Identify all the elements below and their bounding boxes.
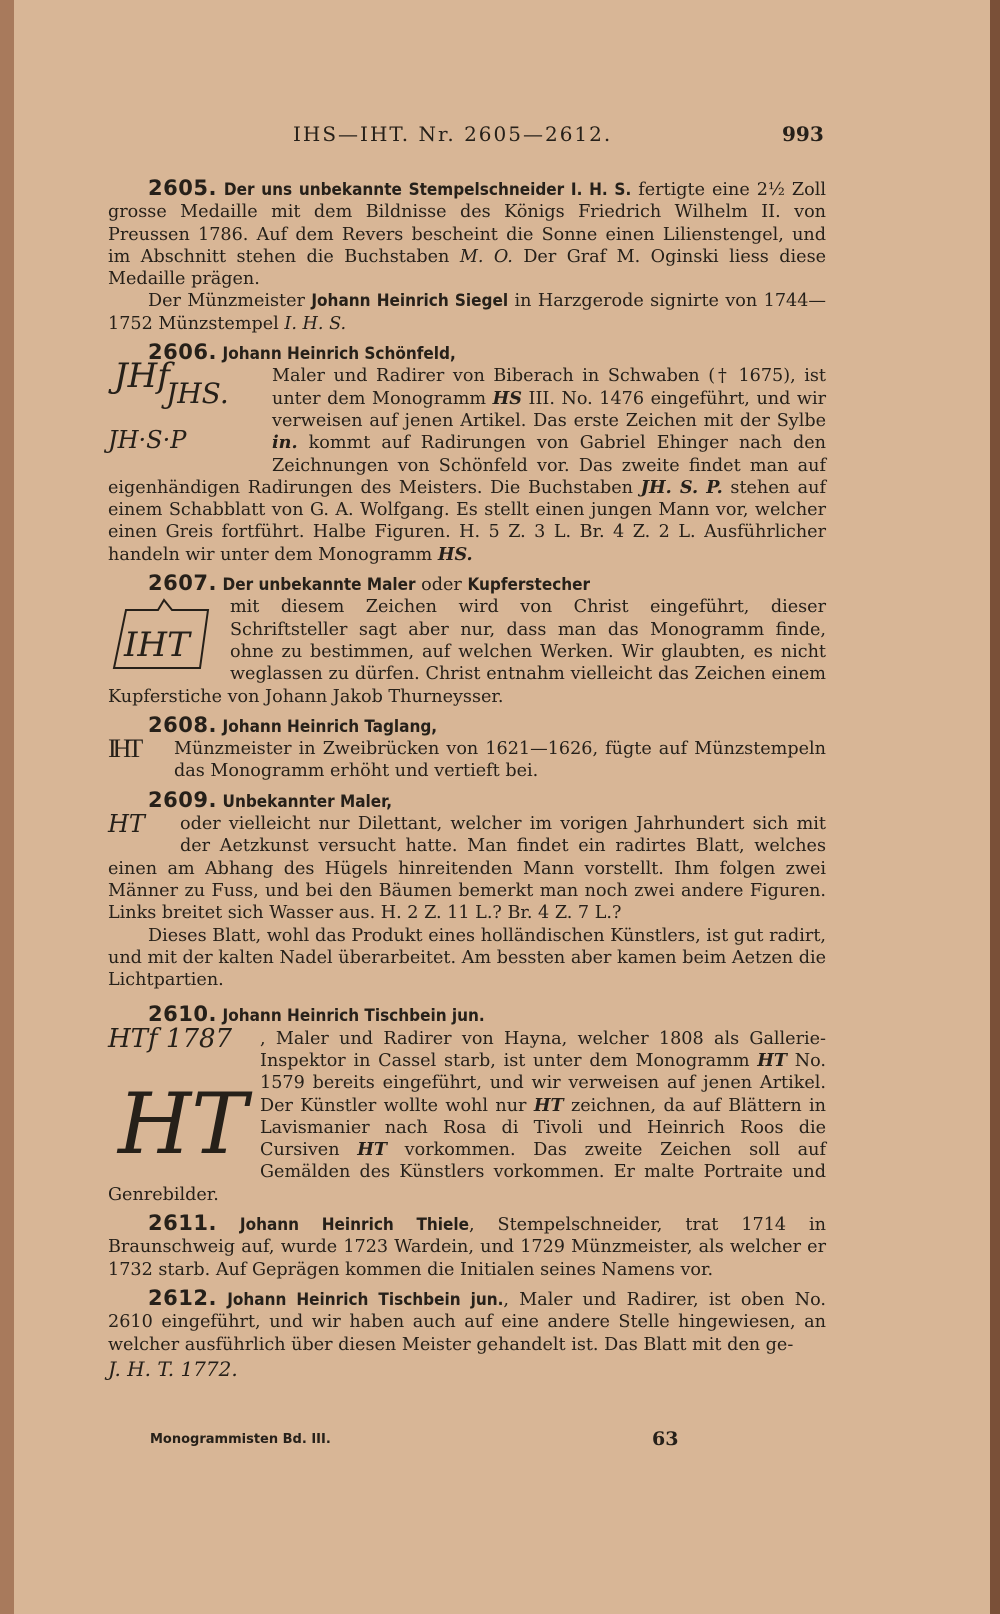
running-header	[0, 122, 1000, 152]
footer-title: Monogrammisten Bd. III.	[150, 1432, 331, 1447]
entry-2609	[108, 789, 826, 992]
entry-name: Kupferstecher	[467, 575, 591, 596]
entry-text: in Harzgerode signirte von 1744—1752 Münzstempel	[108, 291, 826, 334]
entry-italic: I. H. S.	[284, 313, 347, 334]
entry-name: Der unbekannte Maler	[222, 575, 416, 596]
header-title: IHS—IHT. Nr. 2605—2612.	[293, 122, 613, 146]
signature-mark: 63	[652, 1428, 679, 1450]
entry-name: Johann Heinrich Tischbein jun.	[227, 1289, 504, 1310]
entry-name: Johann Heinrich Tischbein jun.	[222, 1006, 485, 1027]
entry-name: Johann Heinrich Schönfeld,	[222, 344, 456, 365]
monogram-glyph: JHS.	[166, 377, 229, 411]
entry-italic: JH. S. P.	[640, 476, 723, 498]
monogram-iht-shield	[108, 596, 216, 680]
page-footer	[150, 1428, 750, 1454]
entry-number: 2606.	[148, 340, 217, 365]
entry-2606	[108, 341, 826, 566]
entry-2612	[108, 1287, 826, 1382]
entry-number: 2605.	[148, 176, 217, 200]
entry-text: Münzmeister in Zweibrücken von 1621—1626, fügte auf Münzstempeln das Monogramm erhöht und vertieft bei.	[174, 739, 826, 782]
entry-number: 2610.	[148, 1002, 217, 1027]
entry-name: Johann Heinrich Siegel	[311, 291, 509, 312]
monogram-block	[108, 810, 166, 857]
entry-text: oder	[415, 575, 468, 596]
entry-name: Der uns unbekannte Stempelschneider I. H. S.	[223, 180, 632, 200]
monogram-glyph: HT	[108, 810, 145, 839]
entry-text: vorkommen. Das zweite Zeichen soll auf Gemälden des Künstlers vorkommen. Er malte Portraite und Genrebilder.	[108, 1140, 826, 1205]
monogram-block	[108, 1023, 248, 1180]
entry-text: Dieses Blatt, wohl das Produkt eines holländischen Künstlers, ist gut radirt, und mit der kalten Nadel überarbeitet. Am bessten aber kamen beim Aetzen die Lichtpartien.	[108, 925, 826, 991]
entry-2608	[108, 714, 826, 783]
monogram-block	[108, 734, 160, 782]
entry-text: Der Münzmeister	[148, 291, 312, 312]
entry-italic: HT	[357, 1139, 387, 1161]
monogram-glyph: JHf	[114, 356, 170, 397]
entry-italic: HS	[492, 387, 522, 409]
entry-text: Maler und Radirer von Biberach in Schwaben († 1675), ist unter dem Monogramm	[272, 366, 826, 409]
entry-italic: HT	[533, 1094, 564, 1116]
entry-2611	[108, 1212, 826, 1281]
entry-2605	[108, 177, 826, 335]
entry-text: mit diesem Zeichen wird von Christ eingeführt, dieser Schriftsteller sagt aber nur, dass man das Monogramm finde, ohne zu bestimmen, auf welchen Werken. Wir glaubten, es nicht weglassen zu dürfen. Christ entnahm vielleicht das Zeichen einem Kupferstiche von Johann Jakob Thurneysser.	[108, 597, 826, 707]
entry-number: 2607.	[148, 571, 217, 596]
monogram-block	[108, 596, 216, 680]
monogram-glyph: IHT	[124, 625, 190, 666]
page-edge-left	[0, 0, 14, 1614]
entry-italic: HS.	[437, 543, 473, 565]
entry-2610	[108, 1003, 826, 1206]
entry-text: No. 1579 bereits eingeführt, und wir verweisen auf jenen Artikel. Der Künstler wollte wohl nur	[260, 1050, 826, 1116]
monogram-glyph: HTf 1787	[108, 1023, 233, 1054]
entry-italic: M. O.	[459, 246, 513, 267]
entry-number: 2609.	[148, 787, 217, 812]
entry-text: kommt auf Radirungen von Gabriel Ehinger nach den Zeichnungen von Schönfeld vor. Das zweite findet man auf eigenhändigen Radirungen des Meisters. Die Buchstaben	[108, 433, 826, 498]
entry-text: , Maler und Radirer, ist oben No. 2610 eingeführt, und wir haben auch auf eine andere Stelle hingewiesen, an welcher ausführlich über diesen Meister gehandelt ist. Das Blatt mit den ge-	[108, 1289, 826, 1355]
entry-number: 2611.	[148, 1211, 217, 1236]
page-body	[108, 177, 826, 1388]
monogram-glyph: IHT	[108, 734, 140, 764]
page-edge-right	[990, 0, 1000, 1614]
entry-text: fertigte eine 2½ Zoll grosse Medaille mit dem Bildnisse des Königs Friedrich Wilhelm II. von Preussen 1786. Auf dem Revers bescheint die Sonne einen Lilienstengel, und im Abschnitt stehen die Buchstaben	[108, 180, 827, 267]
entry-name: Johann Heinrich Taglang,	[222, 716, 438, 737]
entry-number: 2612.	[148, 1285, 217, 1310]
monogram-glyph: JH·S·P	[108, 426, 187, 455]
entry-text: oder vielleicht nur Dilettant, welcher im vorigen Jahrhundert sich mit der Aetzkunst versucht hatte. Man findet ein radirtes Blatt, welches einen am Abhang des Hügels hinreitenden Mann vorstellt. Ihm folgen zwei Männer zu Fuss, und bei den Bäumen bemerkt man noch zwei andere Figuren. Links breitet sich Wasser aus. H. 2 Z. 11 L.? Br. 4 Z. 7 L.?	[108, 814, 826, 924]
entry-text: , Stempelschneider, trat 1714 in Braunschweig auf, wurde 1723 Wardein, und 1729 Münzmeister, als welcher er 1732 starb. Auf Geprägen kommen die Initialen seines Namens vor.	[108, 1215, 826, 1280]
entry-text: stehen auf einem Schabblatt von G. A. Wolfgang. Es stellt einen jungen Mann vor, welcher einen Greis fortführt. Halbe Figuren. H. 5 Z. 3 L. Br. 4 Z. 2 L. Ausführlicher handeln wir unter dem Monogramm	[108, 477, 826, 565]
monogram-glyph: HT	[118, 1074, 248, 1173]
entry-italic: HT	[757, 1049, 787, 1071]
monogram-glyph: J. H. T. 1772.	[108, 1356, 238, 1381]
entry-2607	[108, 572, 826, 708]
entry-name: Unbekannter Maler,	[222, 791, 392, 812]
entry-text: , Maler und Radirer von Hayna, welcher 1808 als Gallerie-Inspektor in Cassel starb, ist unter dem Monogramm	[260, 1028, 826, 1071]
entry-italic: in.	[272, 432, 298, 454]
entry-name: Johann Heinrich Thiele	[239, 1215, 470, 1236]
page-number: 993	[782, 122, 824, 146]
entry-text: zeichnen, da auf Blättern in Lavismanier nach Rosa di Tivoli und Heinrich Roos die Cursiven	[260, 1095, 826, 1161]
entry-text: III. No. 1476 eingeführt, und wir verweisen auf jenen Artikel. Das erste Zeichen mit der Sylbe	[272, 388, 827, 431]
entry-number: 2608.	[148, 712, 217, 737]
entry-text: Der Graf M. Oginski liess diese Medaille prägen.	[108, 246, 827, 290]
monogram-block	[108, 356, 258, 473]
